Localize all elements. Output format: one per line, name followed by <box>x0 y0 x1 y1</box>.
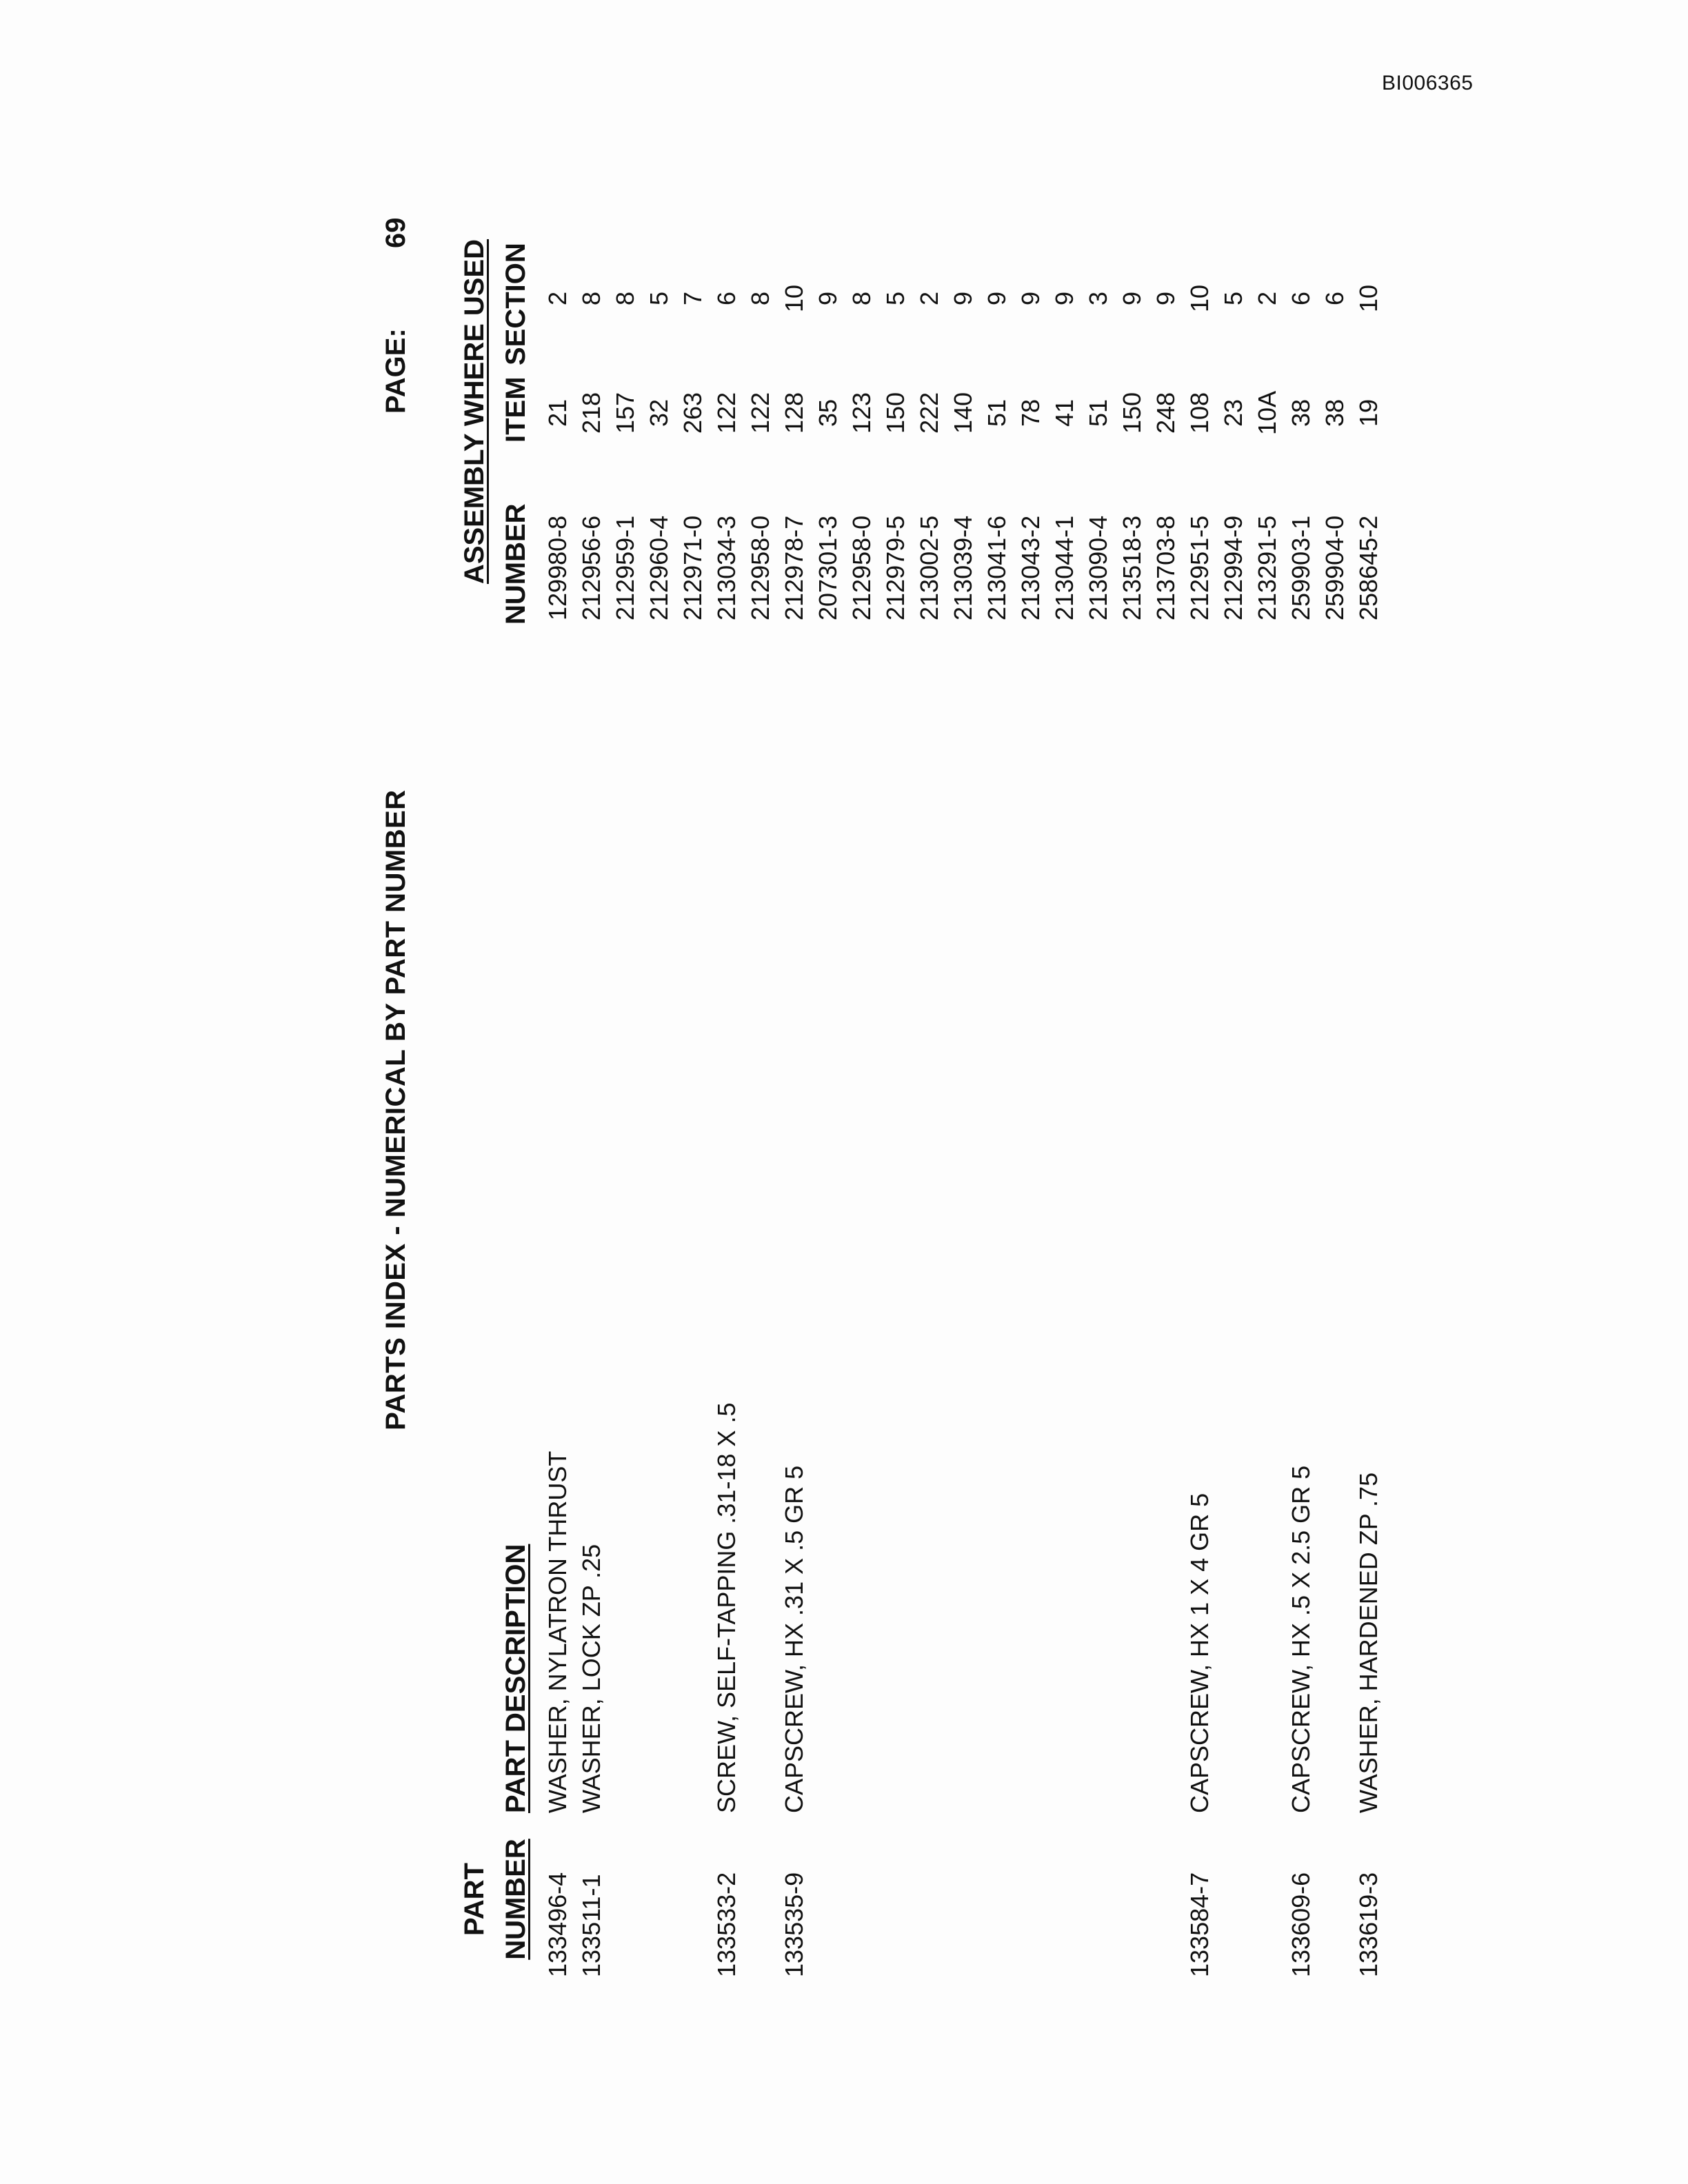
assembly-number-cell: 213090-4 <box>1084 515 1112 620</box>
item-cell: 140 <box>949 392 977 434</box>
section-cell: 9 <box>1152 291 1180 306</box>
section-cell: 9 <box>814 291 842 306</box>
item-cell: 248 <box>1152 392 1180 434</box>
assembly-number-cell: 129980-8 <box>543 515 572 620</box>
section-cell: 8 <box>611 291 639 306</box>
document-id: BI006365 <box>1382 72 1474 94</box>
item-cell: 32 <box>645 398 673 427</box>
part-number-cell: 133533-2 <box>712 1872 741 1977</box>
section-cell: 9 <box>949 291 977 306</box>
item-cell: 218 <box>577 392 605 434</box>
section-cell: 5 <box>1219 291 1247 306</box>
item-cell: 38 <box>1320 398 1349 427</box>
assembly-number-cell: 212956-6 <box>577 515 605 620</box>
section-cell: 10 <box>1185 284 1214 313</box>
item-cell: 108 <box>1185 392 1214 434</box>
part-description-cell: WASHER, HARDENED ZP .75 <box>1354 1472 1383 1813</box>
assembly-number-cell: 213002-5 <box>915 515 943 620</box>
assembly-number-cell: 207301-3 <box>814 515 842 620</box>
assembly-number-cell: 213039-4 <box>949 515 977 620</box>
section-cell: 9 <box>1118 291 1146 306</box>
assembly-number-cell: 212959-1 <box>611 515 639 620</box>
item-cell: 78 <box>1016 398 1045 427</box>
section-cell: 3 <box>1084 291 1112 306</box>
assembly-number-cell: 212978-7 <box>780 515 808 620</box>
item-cell: 51 <box>983 398 1011 427</box>
section-cell: 7 <box>679 291 707 306</box>
assembly-number-cell: 258645-2 <box>1354 515 1383 620</box>
item-cell: 51 <box>1084 398 1112 427</box>
section-cell: 2 <box>1253 291 1281 306</box>
table-row <box>947 0 981 2184</box>
table-row <box>711 0 745 2184</box>
table-row <box>981 0 1015 2184</box>
part-description-cell: WASHER, LOCK ZP .25 <box>577 1544 605 1813</box>
item-cell: 128 <box>780 392 808 434</box>
table-row <box>812 0 846 2184</box>
section-cell: 6 <box>712 291 741 306</box>
page-number: 69 <box>381 217 411 248</box>
assembly-number-cell: 213518-3 <box>1118 515 1146 620</box>
table-row <box>1285 0 1319 2184</box>
section-cell: 9 <box>1016 291 1045 306</box>
item-cell: 19 <box>1354 398 1383 427</box>
section-cell: 2 <box>915 291 943 306</box>
table-row <box>880 0 914 2184</box>
table-row <box>542 0 576 2184</box>
table-row <box>914 0 947 2184</box>
parts-table-body <box>542 0 1387 2184</box>
item-cell: 122 <box>746 392 774 434</box>
assembly-number-cell: 213041-6 <box>983 515 1011 620</box>
table-row <box>1150 0 1184 2184</box>
header-part-description: PART DESCRIPTION <box>501 1544 531 1813</box>
table-row <box>1184 0 1218 2184</box>
assembly-number-cell: 212951-5 <box>1185 515 1214 620</box>
table-row <box>1015 0 1049 2184</box>
item-cell: 10A <box>1253 390 1281 436</box>
item-cell: 263 <box>679 392 707 434</box>
assembly-number-cell: 212971-0 <box>679 515 707 620</box>
table-row <box>576 0 610 2184</box>
item-cell: 157 <box>611 392 639 434</box>
table-row <box>1319 0 1353 2184</box>
part-description-cell: CAPSCREW, HX .5 X 2.5 GR 5 <box>1287 1465 1315 1813</box>
table-row <box>1353 0 1387 2184</box>
header-assembly-number: NUMBER <box>501 503 531 625</box>
part-number-cell: 133584-7 <box>1185 1872 1214 1977</box>
page-title: PARTS INDEX - NUMERICAL BY PART NUMBER <box>381 789 411 1430</box>
part-description-cell: CAPSCREW, HX .31 X .5 GR 5 <box>780 1465 808 1813</box>
header-part-number: NUMBER <box>501 1839 531 1960</box>
item-cell: 150 <box>881 392 910 434</box>
section-cell: 2 <box>543 291 572 306</box>
assembly-number-cell: 212958-0 <box>847 515 876 620</box>
header-part: PART <box>459 1863 490 1936</box>
header-section: SECTION <box>501 243 531 365</box>
table-row <box>745 0 778 2184</box>
section-cell: 8 <box>847 291 876 306</box>
assembly-number-cell: 212960-4 <box>645 515 673 620</box>
section-cell: 6 <box>1320 291 1349 306</box>
table-row <box>1083 0 1116 2184</box>
item-cell: 150 <box>1118 392 1146 434</box>
assembly-number-cell: 212958-0 <box>746 515 774 620</box>
part-description-cell: CAPSCREW, HX 1 X 4 GR 5 <box>1185 1493 1214 1813</box>
item-cell: 38 <box>1287 398 1315 427</box>
section-cell: 5 <box>645 291 673 306</box>
section-cell: 9 <box>1050 291 1078 306</box>
part-number-cell: 133619-3 <box>1354 1872 1383 1977</box>
part-number-cell: 133511-1 <box>577 1874 605 1977</box>
item-cell: 123 <box>847 392 876 434</box>
header-item: ITEM <box>501 376 531 443</box>
header-assembly-where-used: ASSEMBLY WHERE USED <box>459 239 490 585</box>
part-description-cell: SCREW, SELF-TAPPING .31-18 X .5 <box>712 1402 741 1813</box>
part-description-cell: WASHER, NYLATRON THRUST <box>543 1450 572 1813</box>
assembly-number-cell: 212994-9 <box>1219 515 1247 620</box>
part-number-cell: 133496-4 <box>543 1872 572 1977</box>
table-row <box>677 0 711 2184</box>
item-cell: 41 <box>1050 398 1078 427</box>
assembly-number-cell: 259903-1 <box>1287 515 1315 620</box>
assembly-number-cell: 259904-0 <box>1320 515 1349 620</box>
section-cell: 10 <box>1354 284 1383 313</box>
item-cell: 21 <box>543 398 572 427</box>
table-row <box>778 0 812 2184</box>
assembly-number-cell: 213034-3 <box>712 515 741 620</box>
item-cell: 23 <box>1219 398 1247 427</box>
table-row <box>1218 0 1252 2184</box>
part-number-cell: 133609-6 <box>1287 1872 1315 1977</box>
assembly-number-cell: 213703-8 <box>1152 515 1180 620</box>
assembly-number-cell: 212979-5 <box>881 515 910 620</box>
section-cell: 10 <box>780 284 808 313</box>
table-row <box>1116 0 1150 2184</box>
table-row <box>846 0 880 2184</box>
assembly-number-cell: 213291-5 <box>1253 515 1281 620</box>
table-row <box>1049 0 1083 2184</box>
section-cell: 8 <box>577 291 605 306</box>
part-number-cell: 133535-9 <box>780 1872 808 1977</box>
section-cell: 5 <box>881 291 910 306</box>
assembly-number-cell: 213044-1 <box>1050 515 1078 620</box>
page-label: PAGE: <box>381 328 411 414</box>
section-cell: 8 <box>746 291 774 306</box>
item-cell: 35 <box>814 398 842 427</box>
table-row <box>610 0 643 2184</box>
table-row <box>1252 0 1285 2184</box>
assembly-number-cell: 213043-2 <box>1016 515 1045 620</box>
item-cell: 222 <box>915 392 943 434</box>
section-cell: 6 <box>1287 291 1315 306</box>
item-cell: 122 <box>712 392 741 434</box>
section-cell: 9 <box>983 291 1011 306</box>
table-row <box>643 0 677 2184</box>
